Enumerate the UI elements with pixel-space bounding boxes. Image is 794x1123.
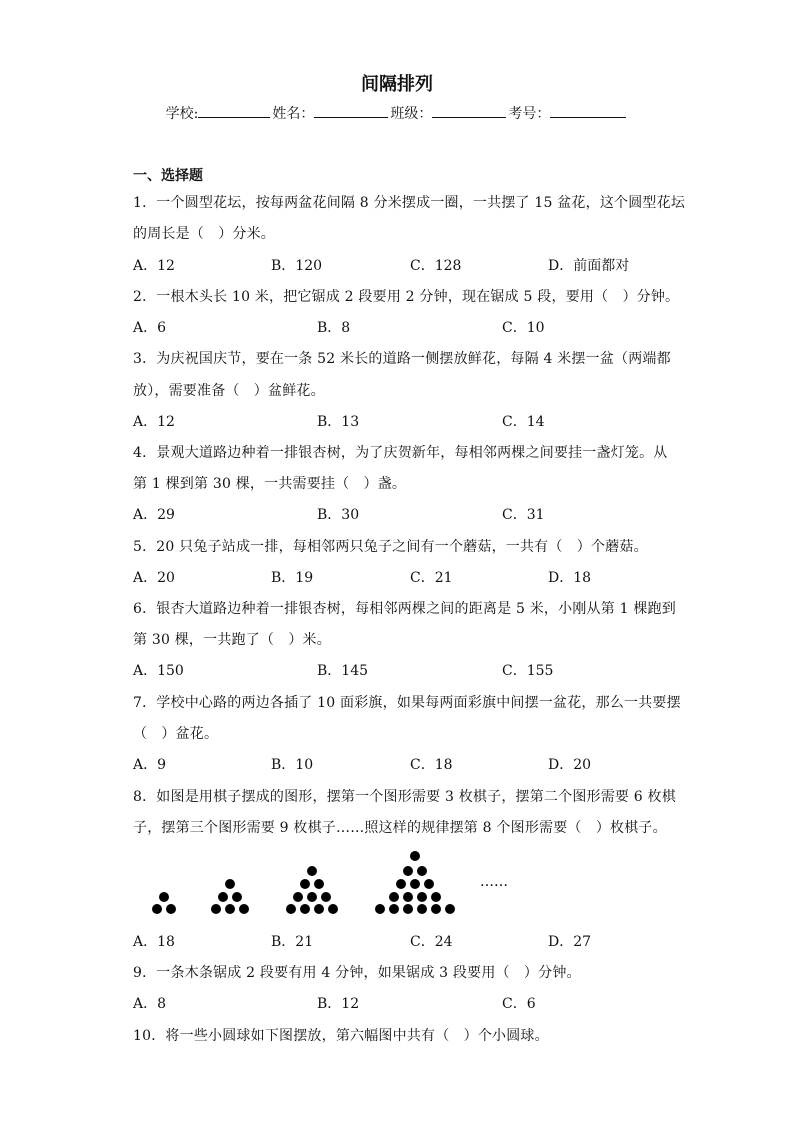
q8-option-a[interactable]: A．18 xyxy=(133,934,175,950)
student-info-line xyxy=(0,103,794,123)
question-9-line-1: 9．一条木条锯成 2 段要有用 4 分钟，如果锯成 3 段要用（ ）分钟。 xyxy=(133,965,581,981)
figure-ellipsis: …… xyxy=(480,874,508,890)
school-label: 学校: xyxy=(165,106,199,122)
q1-option-b[interactable]: B．120 xyxy=(271,258,323,274)
q7-option-d[interactable]: D．20 xyxy=(548,757,592,773)
q3-option-a[interactable]: A．12 xyxy=(133,414,175,430)
question-8-line-1: 8．如图是用棋子摆成的图形，摆第一个图形需要 3 枚棋子，摆第二个图形需要 6 枚棋 xyxy=(133,789,676,805)
question-4-line-2: 第 1 棵到第 30 棵，一共需要挂（ ）盏。 xyxy=(133,476,407,492)
question-5-line-1: 5．20 只兔子站成一排，每相邻两只兔子之间有一个蘑菇，一共有（ ）个蘑菇。 xyxy=(133,539,648,555)
q5-option-c[interactable]: C．21 xyxy=(410,570,453,586)
question-6-line-2: 第 30 棵，一共跑了（ ）米。 xyxy=(133,632,331,648)
q4-option-a[interactable]: A．29 xyxy=(133,507,175,523)
q3-option-b[interactable]: B．13 xyxy=(317,414,360,430)
chess-pieces-pattern-figure xyxy=(140,842,540,922)
class-blank[interactable] xyxy=(432,103,506,118)
q4-option-b[interactable]: B．30 xyxy=(317,507,360,523)
question-7-line-2: （ ）盆花。 xyxy=(133,726,219,742)
question-2-line-1: 2．一根木头长 10 米，把它锯成 2 段要用 2 分钟，现在锯成 5 段，要用（ ）分钟。 xyxy=(133,289,680,305)
q4-option-c[interactable]: C．31 xyxy=(502,507,545,523)
q2-option-b[interactable]: B．8 xyxy=(317,320,351,336)
q2-option-c[interactable]: C．10 xyxy=(502,320,545,336)
q5-option-a[interactable]: A．20 xyxy=(133,570,175,586)
question-4-line-1: 4．景观大道路边种着一排银杏树，为了庆贺新年，每相邻两棵之间要挂一盏灯笼。从 xyxy=(133,445,668,461)
q6-option-b[interactable]: B．145 xyxy=(317,663,369,679)
name-label: 姓名： xyxy=(272,106,315,122)
q7-option-b[interactable]: B．10 xyxy=(271,757,314,773)
q7-option-a[interactable]: A．9 xyxy=(133,757,167,773)
question-1-line-1: 1．一个圆型花坛，按每两盆花间隔 8 分米摆成一圈，一共摆了 15 盆花，这个圆型花坛 xyxy=(133,195,686,211)
question-8-line-2: 子，摆第三个图形需要 9 枚棋子……照这样的规律摆第 8 个图形需要（ ）枚棋子。 xyxy=(133,820,667,836)
q1-option-c[interactable]: C．128 xyxy=(410,258,462,274)
question-1-line-2: 的周长是（ ）分米。 xyxy=(133,226,275,242)
q6-option-c[interactable]: C．155 xyxy=(502,663,554,679)
q3-option-c[interactable]: C．14 xyxy=(502,414,545,430)
q7-option-c[interactable]: C．18 xyxy=(410,757,453,773)
question-3-line-1: 3．为庆祝国庆节，要在一条 52 米长的道路一侧摆放鲜花，每隔 4 米摆一盆（两端都 xyxy=(133,351,671,367)
question-6-line-1: 6．银杏大道路边种着一排银杏树，每相邻两棵之间的距离是 5 米，小刚从第 1 棵跑到 xyxy=(133,601,676,617)
class-label: 班级： xyxy=(390,106,433,122)
number-blank[interactable] xyxy=(550,103,626,118)
q1-option-a[interactable]: A．12 xyxy=(133,258,175,274)
triangle-figure-1 xyxy=(152,892,176,914)
q9-option-c[interactable]: C．6 xyxy=(502,996,536,1012)
school-blank[interactable] xyxy=(198,103,270,118)
q5-option-b[interactable]: B．19 xyxy=(271,570,314,586)
question-3-line-2: 放），需要准备（ ）盆鲜花。 xyxy=(133,383,325,399)
q8-option-c[interactable]: C．24 xyxy=(410,934,453,950)
question-10-line-1: 10．将一些小圆球如下图摆放，第六幅图中共有（ ）个小圆球。 xyxy=(133,1028,549,1044)
question-7-line-1: 7．学校中心路的两边各插了 10 面彩旗，如果每两面彩旗中间摆一盆花，那么一共要摆 xyxy=(133,695,681,711)
triangle-figure-3 xyxy=(286,866,338,914)
name-blank[interactable] xyxy=(314,103,388,118)
q9-option-b[interactable]: B．12 xyxy=(317,996,360,1012)
q5-option-d[interactable]: D．18 xyxy=(548,570,592,586)
section-heading: 一、选择题 xyxy=(133,168,203,184)
q8-option-d[interactable]: D．27 xyxy=(548,934,592,950)
number-label: 考号： xyxy=(508,106,551,122)
q6-option-a[interactable]: A．150 xyxy=(133,663,184,679)
triangle-figure-4 xyxy=(375,851,455,914)
page-title: 间隔排列 xyxy=(361,74,433,95)
q2-option-a[interactable]: A．6 xyxy=(133,320,167,336)
q9-option-a[interactable]: A．8 xyxy=(133,996,167,1012)
q1-option-d[interactable]: D．前面都对 xyxy=(548,258,630,274)
triangle-figure-2 xyxy=(211,879,249,914)
q8-option-b[interactable]: B．21 xyxy=(271,934,314,950)
